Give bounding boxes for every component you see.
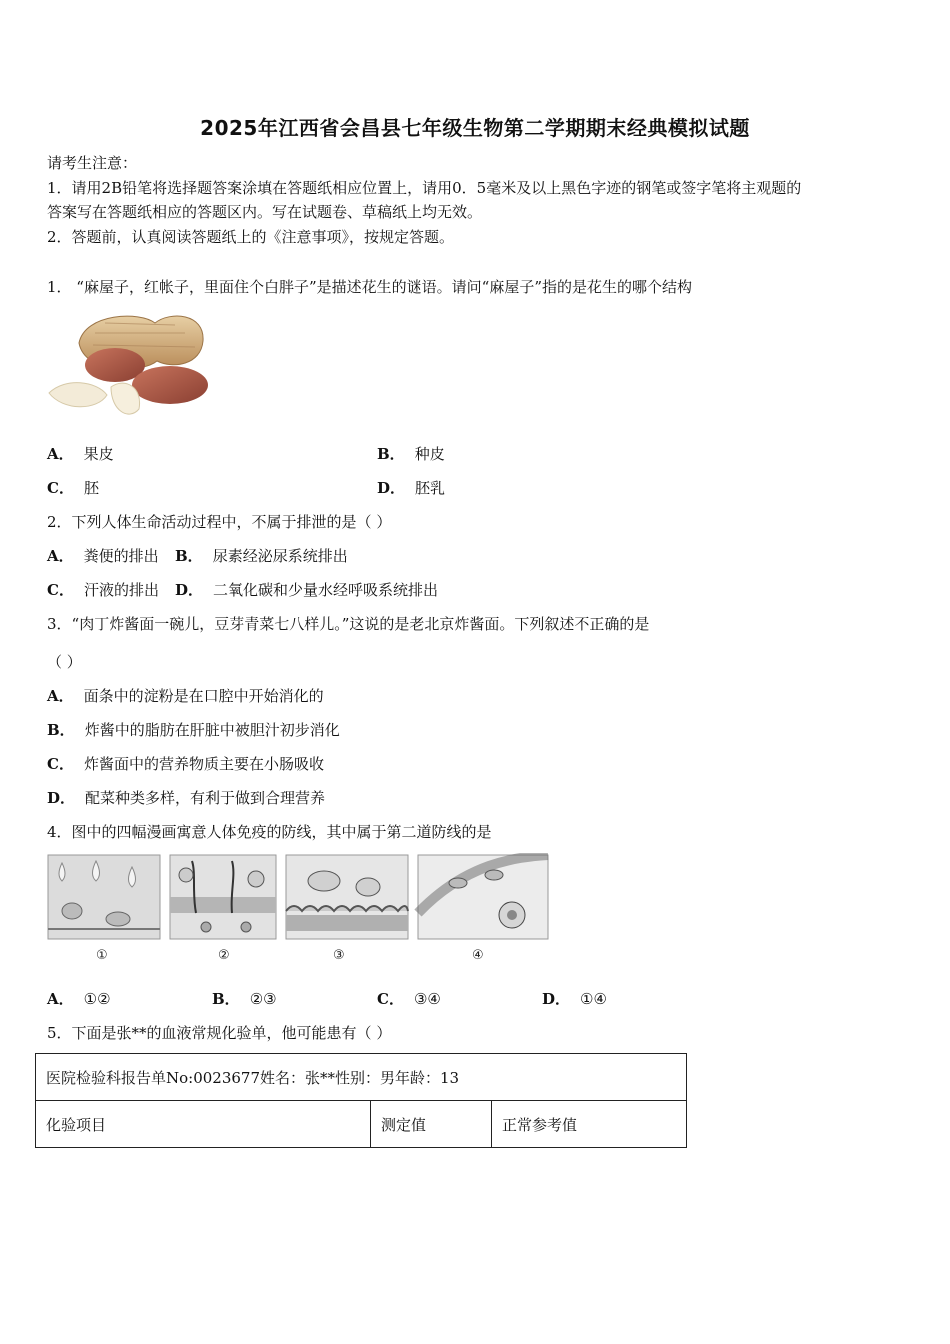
q2-option-a[interactable]: A． 粪便的排出 — [47, 547, 159, 565]
report-column-row — [36, 1101, 687, 1148]
q3-option-c[interactable]: C． 炸酱面中的营养物质主要在小肠吸收 — [47, 755, 324, 773]
q1-option-b[interactable]: B． 种皮 — [377, 445, 445, 463]
notice-item-1-line-1: 1．请用2B铅笔将选择题答案涂填在答题纸相应位置上，请用0．5毫米及以上黑色字迹的钢笔或签字笔将主观题的 — [47, 179, 802, 197]
q3-option-a[interactable]: A． 面条中的淀粉是在口腔中开始消化的 — [47, 687, 324, 705]
blood-test-report-table — [35, 1053, 687, 1148]
q5-stem: 5．下面是张**的血液常规化验单，他可能患有（ ） — [47, 1024, 392, 1042]
q1-option-c[interactable]: C． 胚 — [47, 479, 99, 497]
comic-panel-1 — [48, 855, 160, 939]
q1-option-d[interactable]: D． 胚乳 — [377, 479, 446, 497]
q2-option-d[interactable]: D． 二氧化碳和少量水经呼吸系统排出 — [175, 581, 439, 599]
q4-option-d[interactable]: D． ①④ — [542, 990, 607, 1008]
q4-option-c[interactable]: C． ③④ — [377, 990, 441, 1008]
q4-option-b[interactable]: B． ②③ — [212, 990, 277, 1008]
q2-option-b[interactable]: B． 尿素经泌尿系统排出 — [175, 547, 348, 565]
panel-label-2: ② — [218, 948, 230, 963]
q3-stem: 3．“肉丁炸酱面一碗儿，豆芽青菜七八样儿。”这说的是老北京炸酱面。下列叙述不正确的是 — [47, 615, 650, 633]
notice-item-1-line-2: 答案写在答题纸相应的答题区内。写在试题卷、草稿纸上均无效。 — [47, 203, 483, 221]
q4-option-a[interactable]: A． ①② — [47, 990, 111, 1008]
q1-stem: 1． “麻屋子，红帐子，里面住个白胖子”是描述花生的谜语。请问“麻屋子”指的是花生的哪个结构 — [47, 278, 692, 296]
column-measured-value: 测定值 — [371, 1101, 492, 1148]
q2-option-c[interactable]: C． 汗液的排出 — [47, 581, 159, 599]
q4-stem: 4．图中的四幅漫画寓意人体免疫的防线，其中属于第二道防线的是 — [47, 823, 492, 841]
q3-option-d[interactable]: D． 配菜种类多样，有利于做到合理营养 — [47, 789, 326, 807]
q2-stem: 2．下列人体生命活动过程中，不属于排泄的是（ ） — [47, 513, 392, 531]
column-reference-value: 正常参考值 — [492, 1101, 687, 1148]
panel-label-3: ③ — [333, 948, 345, 963]
comic-panel-4 — [418, 855, 548, 939]
q1-option-a[interactable]: A． 果皮 — [47, 445, 114, 463]
immune-defense-comics — [46, 853, 551, 968]
report-header-row — [36, 1054, 687, 1101]
report-header: 医院检验科报告单No:0023677姓名：张**性别：男年龄：13 — [36, 1054, 687, 1101]
column-test-item: 化验项目 — [36, 1101, 371, 1148]
page-title: 2025年江西省会昌县七年级生物第二学期期末经典模拟试题 — [200, 116, 750, 140]
notice-item-2: 2．答题前，认真阅读答题纸上的《注意事项》，按规定答题。 — [47, 228, 455, 246]
q3-option-b[interactable]: B． 炸酱中的脂肪在肝脏中被胆汁初步消化 — [47, 721, 340, 739]
notice-heading: 请考生注意： — [47, 154, 138, 172]
comic-panel-3 — [286, 855, 408, 939]
panel-label-4: ④ — [472, 948, 484, 963]
peanut-image — [45, 303, 210, 421]
comic-panel-2 — [170, 855, 276, 939]
panel-label-1: ① — [96, 948, 108, 963]
q3-answer-paren: （ ） — [47, 653, 82, 671]
